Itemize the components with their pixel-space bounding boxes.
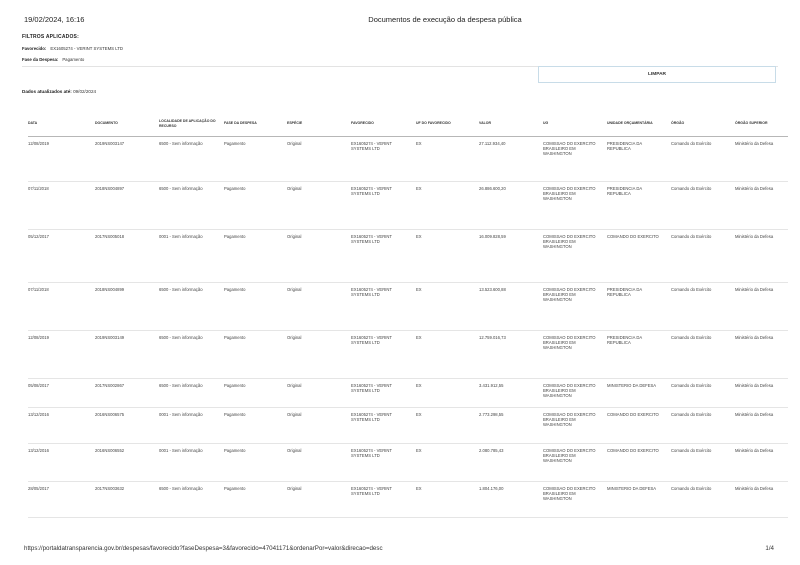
cell-phase: Pagamento: [224, 335, 246, 340]
cell-date: 05/08/2017: [28, 383, 49, 388]
cell-agency: Comando do Exército: [671, 287, 712, 292]
footer-url: https://portaldatransparencia.gov.br/despesas/favorecido?faseDespesa=3&favorecido=47041171&ordenarPor=valor&direcao=desc: [24, 545, 383, 552]
cell-document: 2017NS002867: [95, 383, 125, 388]
filter-favorecido-value: EX1605274 - VERINT SYSTEMS LTD: [50, 46, 124, 51]
cell-ug: COMISSAO DO EXERCITO BRASILEIRO EM WASHINGTON: [543, 383, 596, 398]
column-header-kind[interactable]: ESPÉCIE: [287, 121, 303, 126]
cell-beneficiary: EX1605274 - VERINT SYSTEMS LTD: [351, 383, 392, 393]
cell-amount: 2.773.298,55: [479, 412, 504, 417]
clear-filters-button[interactable]: LIMPAR: [538, 66, 776, 83]
cell-location: 0001 - Sem informação: [159, 234, 203, 239]
table-row: [28, 408, 788, 444]
cell-document: 2018NS004897: [95, 186, 125, 191]
filter-favorecido-label: Favorecido:: [22, 46, 47, 51]
cell-beneficiary-uf: EX: [416, 335, 422, 340]
cell-date: 07/11/2018: [28, 186, 49, 191]
cell-superior-agency: Ministério da Defesa: [735, 287, 774, 292]
table-header: [28, 110, 788, 137]
cell-phase: Pagamento: [224, 234, 246, 239]
column-header-amount[interactable]: VALOR: [479, 121, 491, 126]
data-updated: [22, 89, 96, 94]
column-header-ug[interactable]: UG: [543, 121, 549, 126]
cell-ug: COMISSAO DO EXERCITO BRASILEIRO EM WASHINGTON: [543, 287, 596, 302]
cell-location: 6500 - Sem informação: [159, 486, 203, 491]
cell-beneficiary: EX1605274 - VERINT SYSTEMS LTD: [351, 141, 392, 151]
column-header-beneficiary-uf[interactable]: UF DO FAVORECIDO: [416, 121, 451, 126]
cell-ug: COMISSAO DO EXERCITO BRASILEIRO EM WASHINGTON: [543, 448, 596, 463]
table-row: [28, 444, 788, 482]
page-title: Documentos de execução da despesa pública: [368, 15, 522, 24]
cell-kind: Original: [287, 448, 302, 453]
page-number: 1/4: [765, 545, 774, 552]
cell-budget-unit: PRESIDENCIA DA REPUBLICA: [607, 141, 642, 151]
cell-superior-agency: Ministério da Defesa: [735, 412, 774, 417]
cell-budget-unit: PRESIDENCIA DA REPUBLICA: [607, 335, 642, 345]
print-datetime: 19/02/2024, 16:16: [24, 15, 85, 24]
cell-kind: Original: [287, 383, 302, 388]
cell-beneficiary: EX1605274 - VERINT SYSTEMS LTD: [351, 486, 392, 496]
cell-kind: Original: [287, 335, 302, 340]
cell-date: 12/08/2019: [28, 141, 49, 146]
cell-budget-unit: PRESIDENCIA DA REPUBLICA: [607, 287, 642, 297]
cell-amount: 12.759.016,73: [479, 335, 506, 340]
table-row: [28, 331, 788, 379]
filter-fase-value: Pagamento: [62, 57, 85, 62]
cell-phase: Pagamento: [224, 383, 246, 388]
cell-phase: Pagamento: [224, 486, 246, 491]
cell-agency: Comando do Exército: [671, 335, 712, 340]
cell-ug: COMISSAO DO EXERCITO BRASILEIRO EM WASHINGTON: [543, 234, 596, 249]
cell-amount: 27.112.934,40: [479, 141, 506, 146]
cell-superior-agency: Ministério da Defesa: [735, 335, 774, 340]
cell-kind: Original: [287, 486, 302, 491]
cell-document: 2016NS006575: [95, 412, 125, 417]
cell-agency: Comando do Exército: [671, 383, 712, 388]
cell-location: 0001 - Sem informação: [159, 412, 203, 417]
cell-beneficiary-uf: EX: [416, 383, 422, 388]
cell-phase: Pagamento: [224, 448, 246, 453]
cell-ug: COMISSAO DO EXERCITO BRASILEIRO EM WASHINGTON: [543, 141, 596, 156]
cell-kind: Original: [287, 287, 302, 292]
cell-beneficiary-uf: EX: [416, 448, 422, 453]
column-header-location[interactable]: LOCALIDADE DE APLICAÇÃO DO RECURSO: [159, 119, 216, 128]
cell-agency: Comando do Exército: [671, 186, 712, 191]
cell-superior-agency: Ministério da Defesa: [735, 234, 774, 239]
cell-superior-agency: Ministério da Defesa: [735, 486, 774, 491]
cell-amount: 26.886.600,20: [479, 186, 506, 191]
cell-date: 28/05/2017: [28, 486, 49, 491]
cell-agency: Comando do Exército: [671, 448, 712, 453]
cell-agency: Comando do Exército: [671, 234, 712, 239]
column-header-superior-agency[interactable]: ÓRGÃO SUPERIOR: [735, 121, 768, 126]
expenses-table: [28, 110, 788, 518]
cell-date: 13/12/2016: [28, 412, 49, 417]
cell-budget-unit: COMANDO DO EXERCITO: [607, 234, 659, 239]
cell-superior-agency: Ministério da Defesa: [735, 186, 774, 191]
cell-phase: Pagamento: [224, 412, 246, 417]
cell-document: 2017NS003632: [95, 486, 125, 491]
cell-kind: Original: [287, 186, 302, 191]
cell-beneficiary-uf: EX: [416, 186, 422, 191]
cell-agency: Comando do Exército: [671, 486, 712, 491]
table-row: [28, 379, 788, 408]
cell-location: 6500 - Sem informação: [159, 287, 203, 292]
cell-kind: Original: [287, 141, 302, 146]
column-header-phase[interactable]: FASE DA DESPESA: [224, 121, 257, 126]
cell-phase: Pagamento: [224, 186, 246, 191]
column-header-date[interactable]: DATA: [28, 121, 38, 126]
cell-location: 6500 - Sem informação: [159, 141, 203, 146]
cell-beneficiary-uf: EX: [416, 486, 422, 491]
cell-beneficiary: EX1605274 - VERINT SYSTEMS LTD: [351, 186, 392, 196]
cell-phase: Pagamento: [224, 141, 246, 146]
cell-agency: Comando do Exército: [671, 412, 712, 417]
table-row: [28, 137, 788, 182]
cell-beneficiary: EX1605274 - VERINT SYSTEMS LTD: [351, 335, 392, 345]
cell-ug: COMISSAO DO EXERCITO BRASILEIRO EM WASHINGTON: [543, 186, 596, 201]
cell-phase: Pagamento: [224, 287, 246, 292]
cell-document: 2019NS003149: [95, 335, 125, 340]
cell-ug: COMISSAO DO EXERCITO BRASILEIRO EM WASHINGTON: [543, 412, 596, 427]
cell-date: 12/08/2019: [28, 335, 49, 340]
cell-superior-agency: Ministério da Defesa: [735, 141, 774, 146]
cell-beneficiary-uf: EX: [416, 412, 422, 417]
table-row: [28, 182, 788, 230]
cell-kind: Original: [287, 412, 302, 417]
cell-agency: Comando do Exército: [671, 141, 712, 146]
filter-fase-label: Fase da Despesa:: [22, 57, 59, 62]
column-header-beneficiary[interactable]: FAVORECIDO: [351, 121, 374, 126]
cell-beneficiary: EX1605274 - VERINT SYSTEMS LTD: [351, 412, 392, 422]
cell-budget-unit: PRESIDENCIA DA REPUBLICA: [607, 186, 642, 196]
cell-date: 07/11/2018: [28, 287, 49, 292]
cell-budget-unit: COMANDO DO EXERCITO: [607, 412, 659, 417]
filter-fase: [22, 57, 84, 62]
cell-document: 2018NS004899: [95, 287, 125, 292]
column-header-budget-unit[interactable]: UNIDADE ORÇAMENTÁRIA: [607, 121, 653, 126]
cell-budget-unit: MINISTERIO DA DEFESA: [607, 383, 657, 388]
table-row: [28, 230, 788, 283]
cell-beneficiary: EX1605274 - VERINT SYSTEMS LTD: [351, 448, 392, 458]
cell-amount: 1.804.176,00: [479, 486, 504, 491]
filter-favorecido: [22, 46, 123, 51]
data-updated-value: 09/02/2024: [73, 89, 97, 94]
cell-document: 2017NS005018: [95, 234, 125, 239]
cell-document: 2016NS006552: [95, 448, 125, 453]
cell-superior-agency: Ministério da Defesa: [735, 448, 774, 453]
cell-beneficiary: EX1605274 - VERINT SYSTEMS LTD: [351, 287, 392, 297]
cell-document: 2019NS003147: [95, 141, 125, 146]
table-row: [28, 482, 788, 518]
cell-beneficiary: EX1605274 - VERINT SYSTEMS LTD: [351, 234, 392, 244]
cell-beneficiary-uf: EX: [416, 234, 422, 239]
column-header-document[interactable]: DOCUMENTO: [95, 121, 118, 126]
data-updated-label: Dados atualizados até:: [22, 89, 72, 94]
filters-title: FILTROS APLICADOS:: [22, 34, 79, 40]
cell-location: 6500 - Sem informação: [159, 335, 203, 340]
cell-budget-unit: MINISTERIO DA DEFESA: [607, 486, 657, 491]
cell-beneficiary-uf: EX: [416, 141, 422, 146]
cell-amount: 16.009.828,59: [479, 234, 506, 239]
cell-superior-agency: Ministério da Defesa: [735, 383, 774, 388]
cell-beneficiary-uf: EX: [416, 287, 422, 292]
column-header-agency[interactable]: ÓRGÃO: [671, 121, 685, 126]
cell-amount: 3.431.912,55: [479, 383, 504, 388]
cell-location: 6500 - Sem informação: [159, 186, 203, 191]
cell-date: 05/12/2017: [28, 234, 49, 239]
cell-amount: 13.523.600,88: [479, 287, 506, 292]
table-row: [28, 283, 788, 331]
cell-date: 13/12/2016: [28, 448, 49, 453]
cell-ug: COMISSAO DO EXERCITO BRASILEIRO EM WASHINGTON: [543, 486, 596, 501]
cell-budget-unit: COMANDO DO EXERCITO: [607, 448, 659, 453]
cell-ug: COMISSAO DO EXERCITO BRASILEIRO EM WASHINGTON: [543, 335, 596, 350]
cell-amount: 2.080.785,43: [479, 448, 504, 453]
table-body: [28, 137, 788, 518]
cell-location: 6500 - Sem informação: [159, 383, 203, 388]
cell-kind: Original: [287, 234, 302, 239]
cell-location: 0001 - Sem informação: [159, 448, 203, 453]
